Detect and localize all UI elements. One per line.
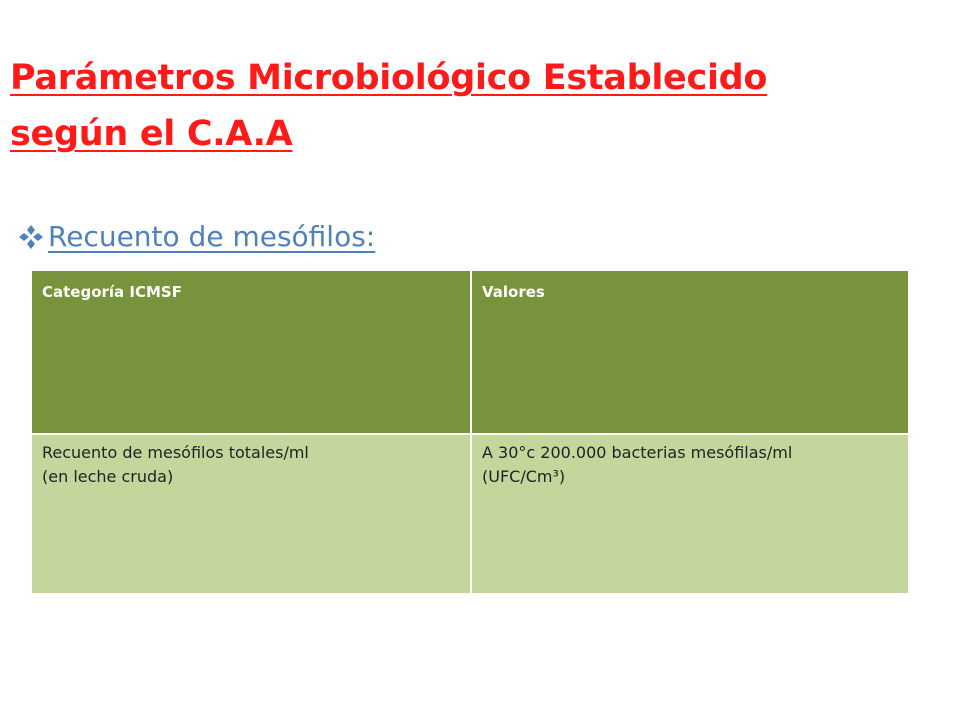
slide-title xyxy=(10,50,910,162)
header-category: Categoría ICMSF xyxy=(31,270,471,434)
slide-title-line-1: Parámetros Microbiológico Establecido xyxy=(10,58,768,98)
value-cell xyxy=(471,434,909,594)
category-line-2: (en leche cruda) xyxy=(42,467,174,486)
table-header-row xyxy=(31,270,909,434)
diamond-bullet-icon xyxy=(18,224,44,250)
category-line-1: Recuento de mesófilos totales/ml xyxy=(42,443,309,462)
value-line-1: A 30°c 200.000 bacterias mesófilas/ml xyxy=(482,443,793,462)
value-line-2: (UFC/Cm³) xyxy=(482,467,566,486)
table-row xyxy=(31,434,909,594)
header-values: Valores xyxy=(471,270,909,434)
slide-title-line-2: según el C.A.A xyxy=(10,114,293,154)
bullet-item xyxy=(18,220,375,253)
microbiological-table xyxy=(30,269,910,595)
category-cell xyxy=(31,434,471,594)
mesophile-count-link[interactable]: Recuento de mesófilos: xyxy=(48,220,376,253)
